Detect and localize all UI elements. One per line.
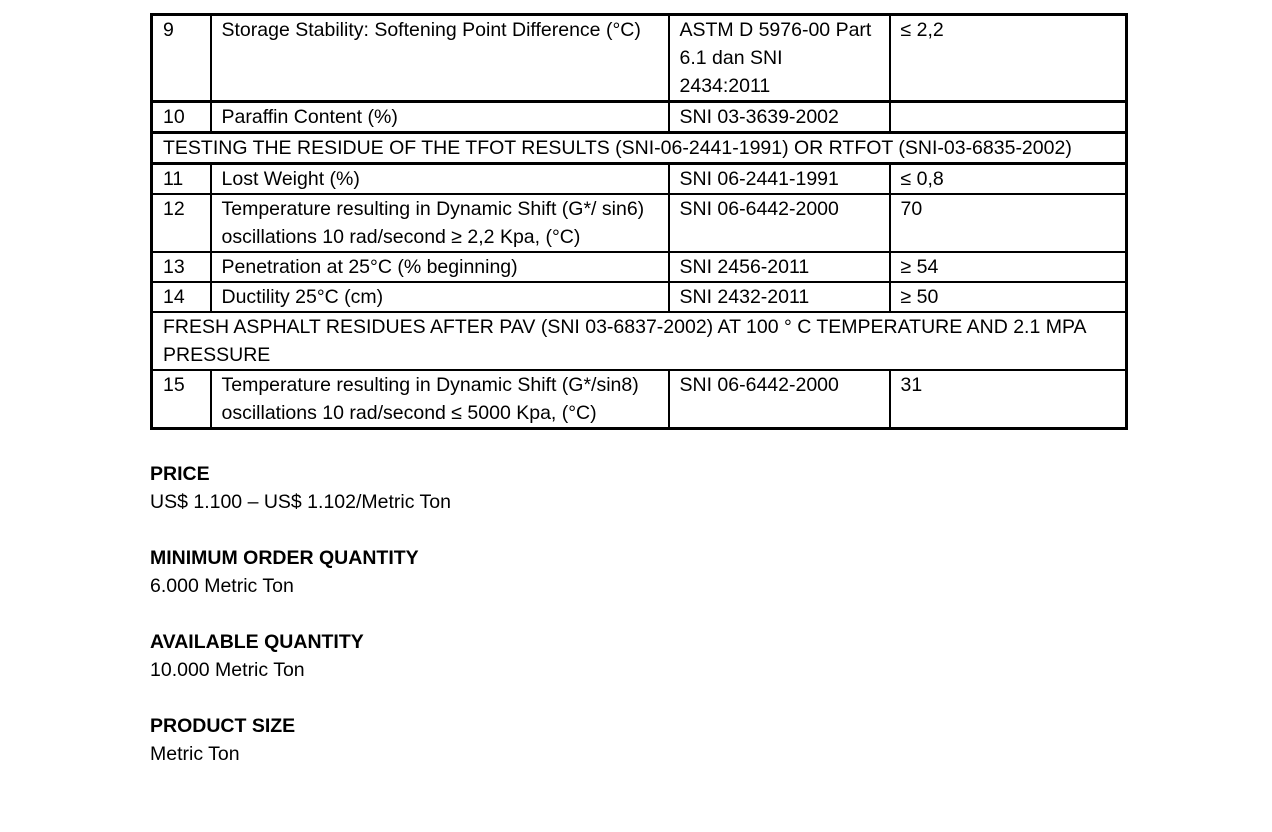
method-cell: SNI 2456-2011 — [669, 252, 890, 282]
table-row — [152, 252, 1127, 282]
row-number: 10 — [152, 102, 211, 133]
table-row — [152, 194, 1127, 252]
available-quantity-heading: AVAILABLE QUANTITY — [150, 631, 364, 653]
price-section — [150, 460, 1125, 516]
table-row — [152, 102, 1127, 133]
table-row — [152, 370, 1127, 429]
spec-cell — [890, 102, 1127, 133]
parameter-cell: Storage Stability: Softening Point Difference (°C) — [211, 15, 669, 102]
parameter-cell: Temperature resulting in Dynamic Shift (G*/ sin6) oscillations 10 rad/second ≥ 2,2 Kpa, (°C) — [211, 194, 669, 252]
method-cell: SNI 06-2441-1991 — [669, 164, 890, 195]
spec-cell: 70 — [890, 194, 1127, 252]
method-cell: SNI 06-6442-2000 — [669, 370, 890, 429]
table-section-header-row — [152, 312, 1127, 370]
row-number: 13 — [152, 252, 211, 282]
available-quantity-section — [150, 628, 1125, 684]
parameter-cell: Ductility 25°C (cm) — [211, 282, 669, 312]
parameter-cell: Paraffin Content (%) — [211, 102, 669, 133]
product-size-value: Metric Ton — [150, 743, 240, 765]
minimum-order-section — [150, 544, 1125, 600]
method-cell: SNI 03-3639-2002 — [669, 102, 890, 133]
product-size-heading: PRODUCT SIZE — [150, 715, 296, 737]
parameter-cell: Lost Weight (%) — [211, 164, 669, 195]
document-page — [150, 13, 1125, 768]
spec-cell: ≥ 54 — [890, 252, 1127, 282]
row-number: 9 — [152, 15, 211, 102]
section-header-cell: TESTING THE RESIDUE OF THE TFOT RESULTS (SNI-06-2441-1991) OR RTFOT (SNI-03-6835-2002) — [152, 133, 1127, 164]
table-section-header-row — [152, 133, 1127, 164]
method-cell: SNI 2432-2011 — [669, 282, 890, 312]
price-heading: PRICE — [150, 463, 210, 485]
row-number: 15 — [152, 370, 211, 429]
parameter-cell: Temperature resulting in Dynamic Shift (G*/sin8) oscillations 10 rad/second ≤ 5000 Kpa, (°C) — [211, 370, 669, 429]
row-number: 11 — [152, 164, 211, 195]
table-row — [152, 15, 1127, 102]
minimum-order-heading: MINIMUM ORDER QUANTITY — [150, 547, 419, 569]
spec-cell: ≥ 50 — [890, 282, 1127, 312]
spec-cell: 31 — [890, 370, 1127, 429]
price-value: US$ 1.100 – US$ 1.102/Metric Ton — [150, 491, 451, 513]
specification-table — [150, 13, 1128, 430]
row-number: 12 — [152, 194, 211, 252]
spec-cell: ≤ 0,8 — [890, 164, 1127, 195]
method-cell: ASTM D 5976-00 Part 6.1 dan SNI 2434:2011 — [669, 15, 890, 102]
parameter-cell: Penetration at 25°C (% beginning) — [211, 252, 669, 282]
table-row — [152, 164, 1127, 195]
spec-cell: ≤ 2,2 — [890, 15, 1127, 102]
product-size-section — [150, 712, 1125, 768]
section-header-cell: FRESH ASPHALT RESIDUES AFTER PAV (SNI 03-6837-2002) AT 100 ° C TEMPERATURE AND 2.1 MPA PRESSURE — [152, 312, 1127, 370]
available-quantity-value: 10.000 Metric Ton — [150, 659, 305, 681]
method-cell: SNI 06-6442-2000 — [669, 194, 890, 252]
minimum-order-value: 6.000 Metric Ton — [150, 575, 294, 597]
row-number: 14 — [152, 282, 211, 312]
table-row — [152, 282, 1127, 312]
